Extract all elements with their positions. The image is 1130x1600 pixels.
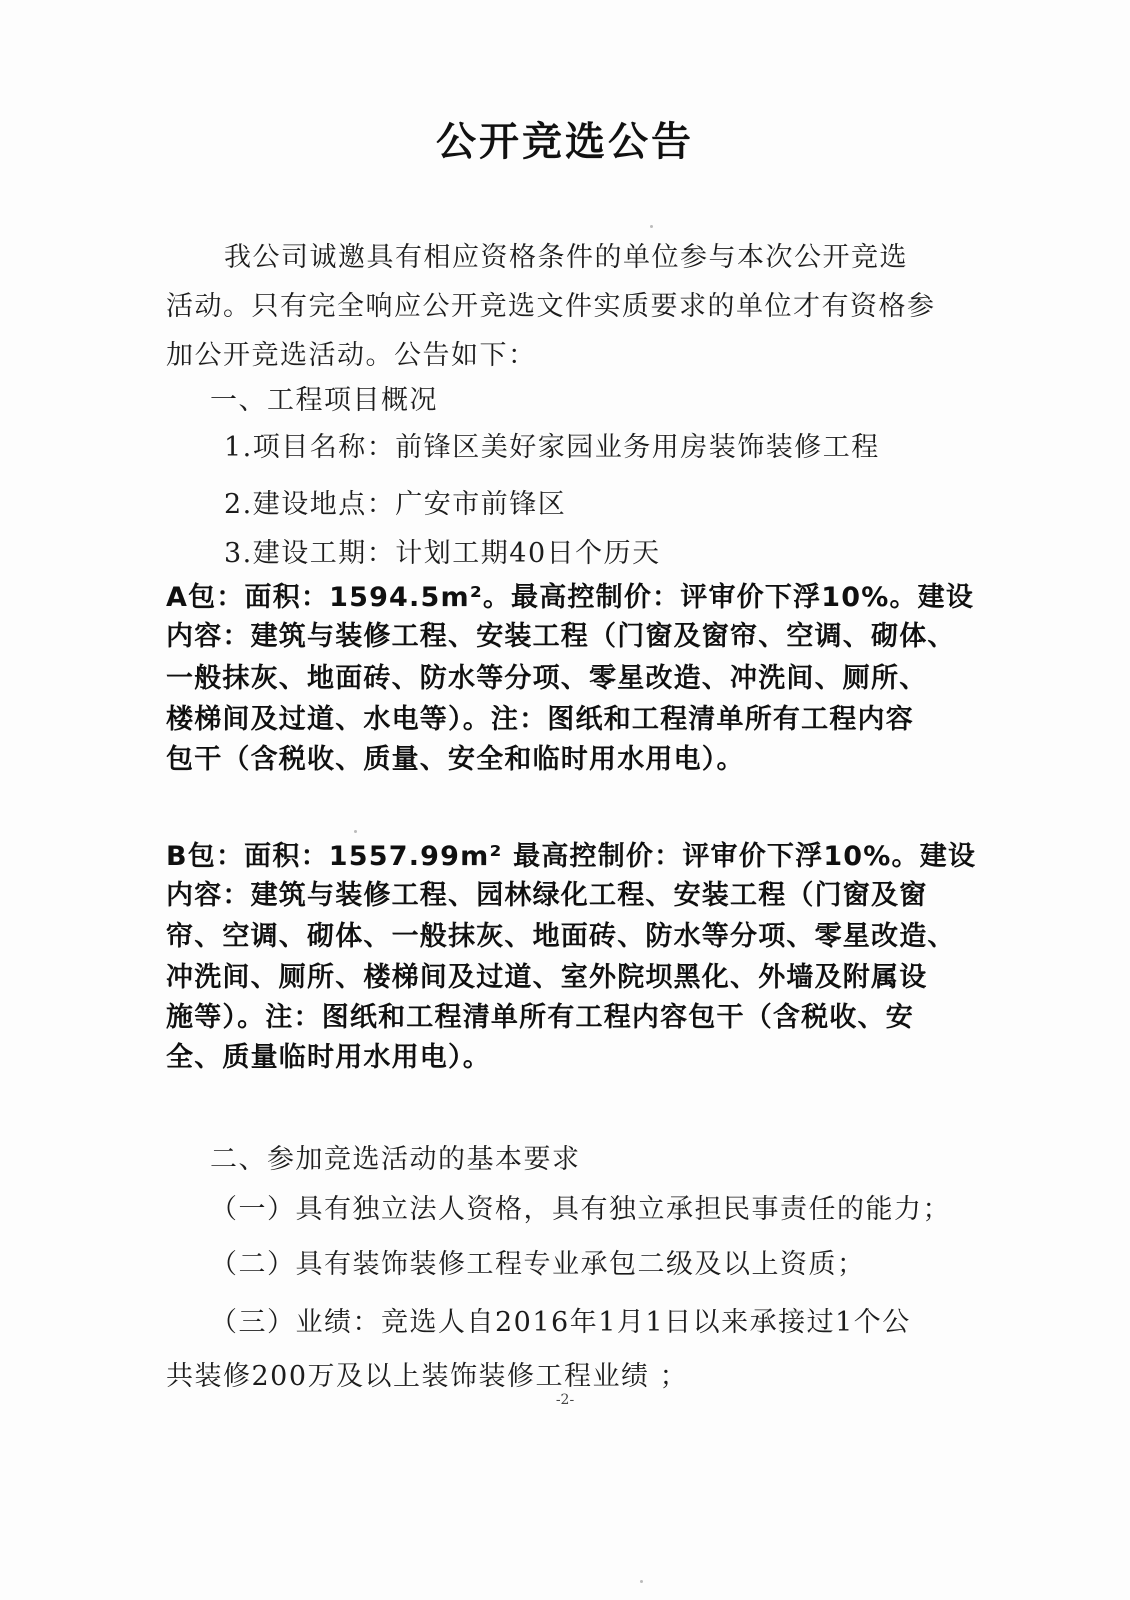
requirement-item: （一）具有独立法人资格，具有独立承担民事责任的能力； (210, 1194, 951, 1225)
package-a-line: 楼梯间及过道、水电等）。注：图纸和工程清单所有工程内容 (166, 704, 914, 735)
project-item: 3.建设工期：计划工期40日个历天 (224, 538, 661, 569)
scan-speck (354, 830, 357, 833)
package-a-line: 包干（含税收、质量、安全和临时用水用电）。 (166, 744, 745, 775)
package-b-line: 内容：建筑与装修工程、园林绿化工程、安装工程（门窗及窗 (166, 880, 928, 911)
package-b-line: 帘、空调、砌体、一般抹灰、地面砖、防水等分项、零星改造、 (166, 921, 956, 952)
intro-line: 活动。只有完全响应公开竞选文件实质要求的单位才有资格参 (166, 291, 936, 322)
requirement-item: （二）具有装饰装修工程专业承包二级及以上资质； (210, 1249, 866, 1280)
section-heading: 二、参加竞选活动的基本要求 (210, 1144, 581, 1175)
package-a-line: 一般抹灰、地面砖、防水等分项、零星改造、冲洗间、厕所、 (166, 663, 928, 694)
document-title: 公开竞选公告 (436, 119, 694, 165)
page-number: -2- (555, 1392, 575, 1408)
scan-speck (640, 1580, 643, 1583)
requirement-continuation: 共装修200万及以上装饰装修工程业绩 ； (166, 1361, 689, 1392)
requirement-item: （三）业绩：竞选人自2016年1月1日以来承接过1个公 (210, 1307, 911, 1338)
intro-line: 加公开竞选活动。公告如下： (166, 340, 537, 371)
package-a-line: 内容：建筑与装修工程、安装工程（门窗及窗帘、空调、砌体、 (166, 621, 956, 652)
section-heading: 一、工程项目概况 (210, 385, 438, 416)
intro-line: 我公司诚邀具有相应资格条件的单位参与本次公开竞选 (224, 242, 908, 273)
project-item: 1.项目名称：前锋区美好家园业务用房装饰装修工程 (224, 432, 880, 463)
package-b-line: 冲洗间、厕所、楼梯间及过道、室外院坝黑化、外墙及附属设 (166, 962, 928, 993)
scan-speck (650, 225, 653, 228)
package-b-line: 全、质量临时用水用电）。 (166, 1042, 491, 1073)
package-b-line: 施等）。注：图纸和工程清单所有工程内容包干（含税收、安 (166, 1002, 914, 1033)
package-a-line: A包：面积：1594.5m²。最高控制价：评审价下浮10%。建设 (166, 582, 975, 613)
package-b-line: B包：面积：1557.99m² 最高控制价：评审价下浮10%。建设 (166, 841, 977, 872)
project-item: 2.建设地点：广安市前锋区 (224, 489, 567, 520)
